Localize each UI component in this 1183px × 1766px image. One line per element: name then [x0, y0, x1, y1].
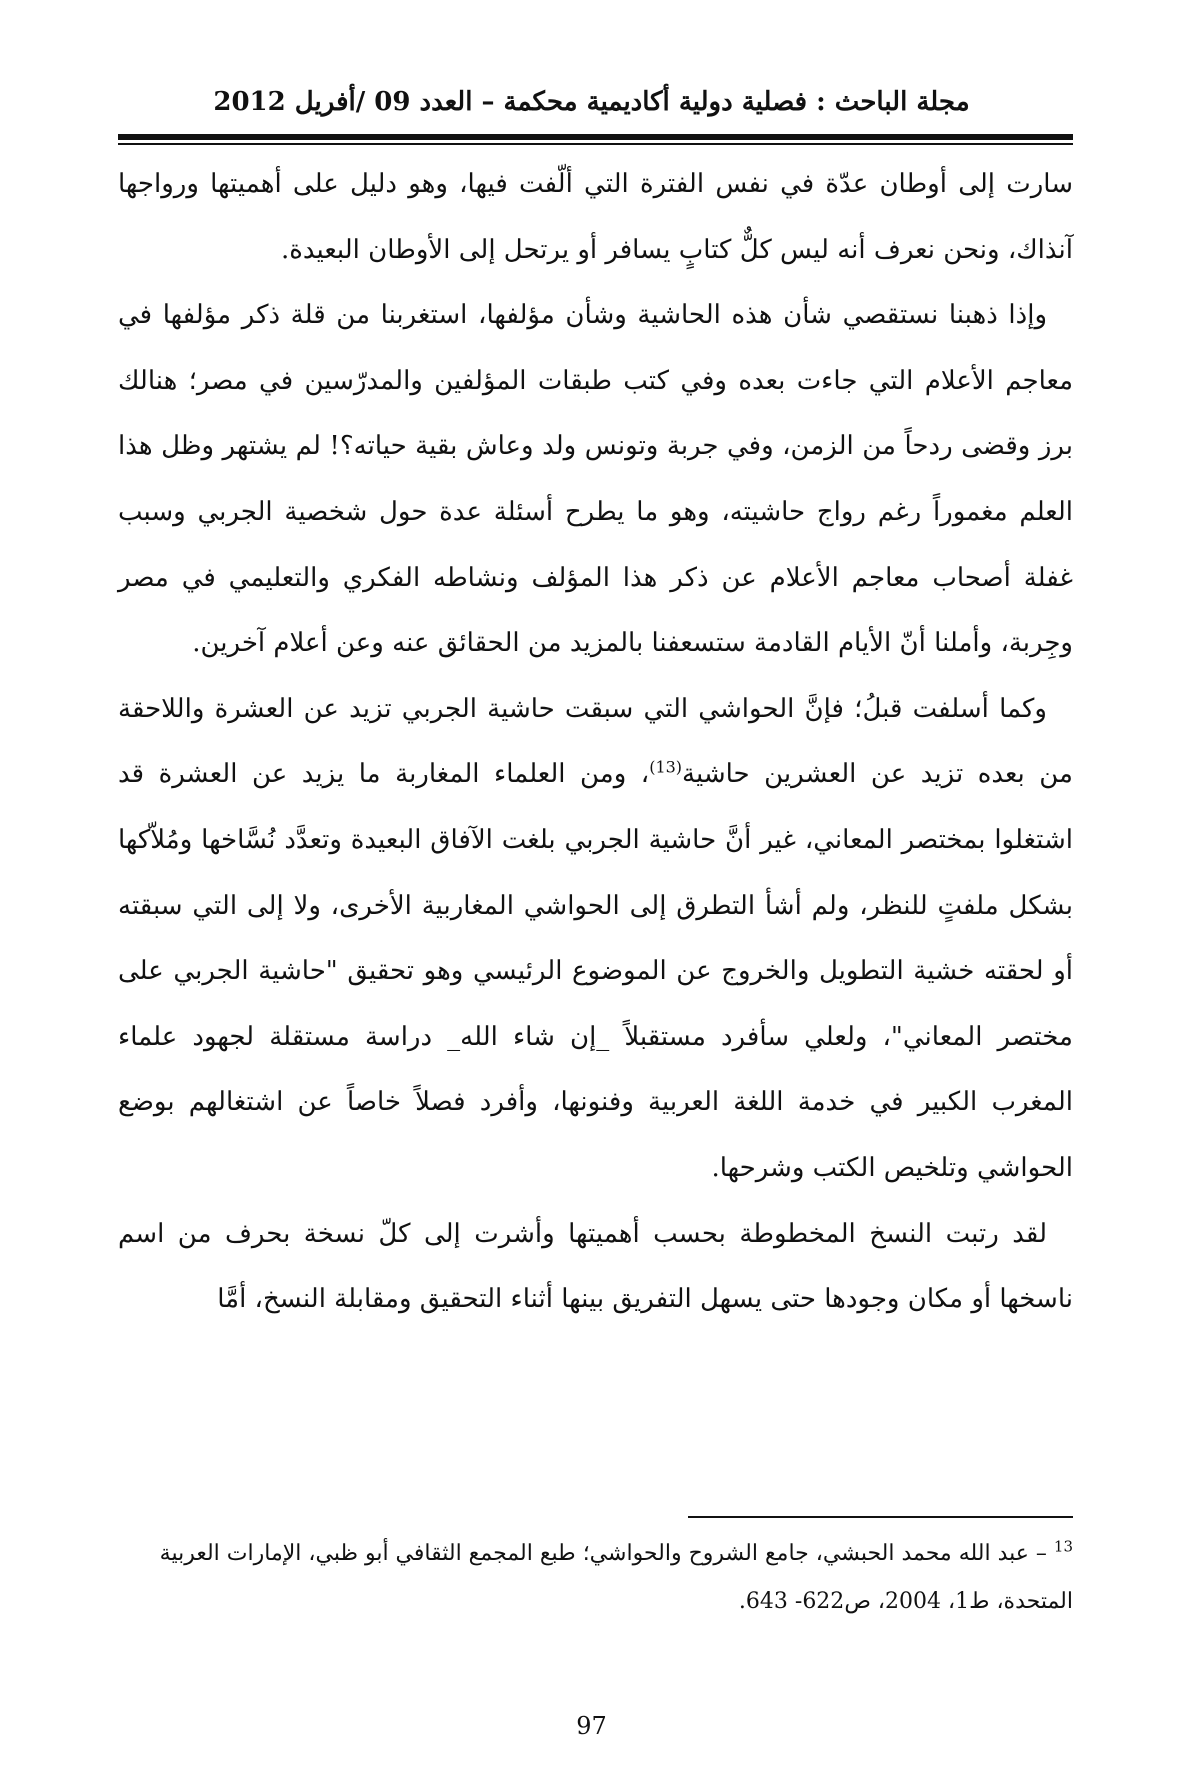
footnote-reference: (13) [649, 757, 683, 777]
paragraph-3 [118, 677, 1073, 1202]
paragraph-2: وإذا ذهبنا نستقصي شأن هذه الحاشية وشأن مؤلفها، استغربنا من قلة ذكر مؤلفها في معاجم الأعلام التي جاءت بعده وفي كتب طبقات المؤلفين والمدرّسين في مصر؛ هنالك برز وقضى ردحاً من الزمن، وفي جربة وتونس ولد وعاش بقية حياته؟! لم يشتهر وظل هذا العلم مغموراً رغم رواج حاشيته، وهو ما يطرح أسئلة عدة حول شخصية الجربي وسبب غفلة أصحاب معاجم الأعلام عن ذكر هذا المؤلف ونشاطه الفكري والتعليمي في مصر وجِربة، وأملنا أنّ الأيام القادمة ستسعفنا بالمزيد من الحقائق عنه وعن أعلام آخرين. [118, 300, 1073, 659]
running-header: مجلة الباحث : فصلية دولية أكاديمية محكمة – العدد 09 /أفريل 2012 [213, 87, 970, 117]
paragraph-3-end: ، ومن العلماء المغاربة ما يزيد عن العشرة قد اشتغلوا بمختصر المعاني، غير أنَّ حاشية الجربي بلغت الآفاق البعيدة وتعدَّد نُسَّاخها ومُلاّكها بشكل ملفتٍ للنظر، ولم أشأ التطرق إلى الحواشي المغاربية الأخرى، ولا إلى التي سبقته أو لحقته خشية التطويل والخروج عن الموضوع الرئيسي وهو تحقيق "حاشية الجربي على مختصر المعاني"، ولعلي سأفرد مستقبلاً _إن شاء الله_ دراسة مستقلة لجهود علماء المغرب الكبير في خدمة اللغة العربية وفنونها، وأفرد فصلاً خاصاً عن اشتغالهم بوضع الحواشي وتلخيص الكتب وشرحها. [118, 759, 1073, 1183]
footnote [118, 1530, 1073, 1626]
footnote-text: – عبد الله محمد الحبشي، جامع الشروح والحواشي؛ طبع المجمع الثقافي أبو ظبي، الإمارات العربية المتحدة، ط1، 2004، ص622- 643. [159, 1541, 1073, 1614]
page-number: 97 [576, 1712, 607, 1740]
main-text [118, 152, 1073, 1333]
paragraph-1: سارت إلى أوطان عدّة في نفس الفترة التي ألّفت فيها، وهو دليل على أهميتها ورواجها آنذاك، ونحن نعرف أنه ليس كلٌّ كتابٍ يسافر أو يرتحل إلى الأوطان البعيدة. [118, 169, 1073, 265]
header-rule-thick [118, 134, 1073, 140]
paragraph-3-start: وكما أسلفت قبلُ؛ فإنَّ الحواشي التي سبقت حاشية الجربي تزيد عن العشرة واللاحقة من بعده تزيد عن العشرين حاشية [118, 693, 1073, 790]
header-rule-thin [118, 143, 1073, 145]
footnote-number: 13 [1053, 1537, 1073, 1556]
footnote-separator [688, 1516, 1073, 1518]
paragraph-4: لقد رتبت النسخ المخطوطة بحسب أهميتها وأشرت إلى كلّ نسخة بحرف من اسم ناسخها أو مكان وجودها حتى يسهل التفريق بينها أثناء التحقيق ومقابلة النسخ، أمَّا [118, 1218, 1073, 1315]
